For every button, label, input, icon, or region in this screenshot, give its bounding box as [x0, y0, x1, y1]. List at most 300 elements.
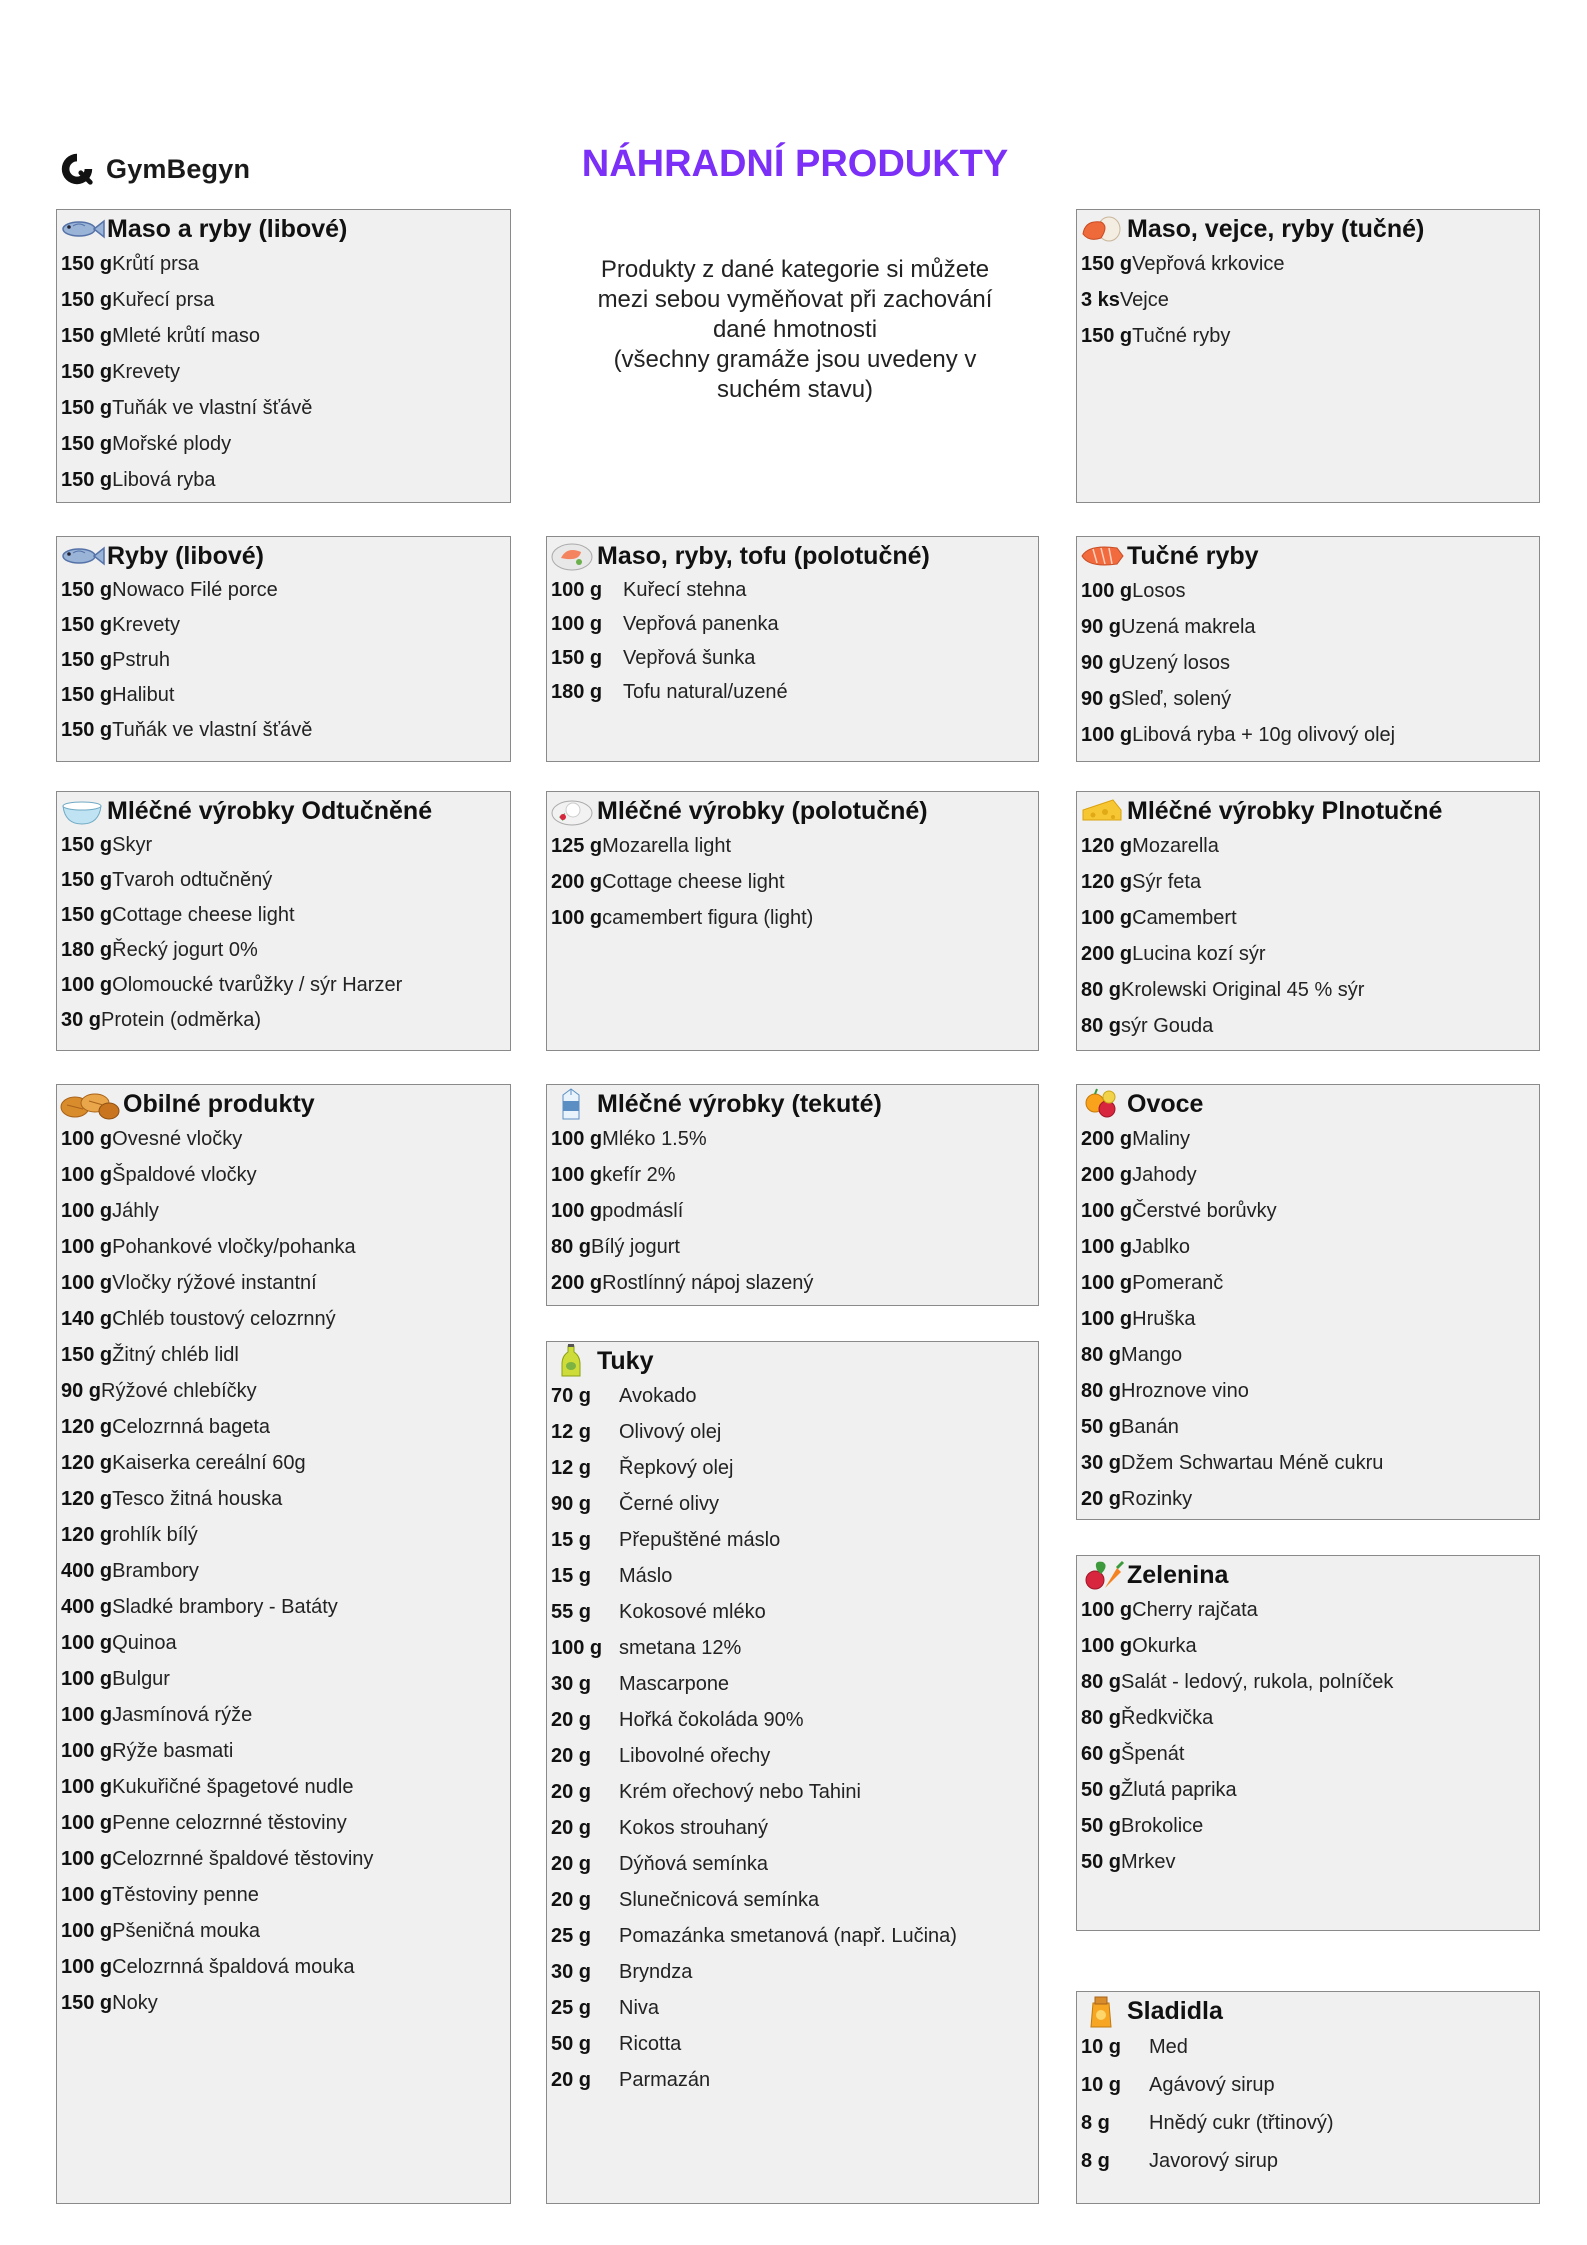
list-item: [61, 898, 510, 933]
item-name: Salát - ledový, rukola, polníček: [1121, 1670, 1394, 1693]
list-item: [61, 1949, 510, 1985]
item-name: Vepřová krkovice: [1132, 252, 1285, 275]
item-name: Mrkev: [1121, 1850, 1176, 1873]
item-quantity: 3 ks: [1081, 288, 1120, 311]
page-title: NÁHRADNÍ PRODUKTY: [581, 143, 1009, 185]
item-name: Rýže basmati: [112, 1739, 234, 1762]
item-quantity: 180 g: [61, 939, 113, 961]
list-item: [1081, 246, 1539, 282]
item-quantity: 100 g: [1081, 906, 1133, 929]
item-quantity: 8 g: [1081, 2149, 1110, 2172]
list-item: [551, 2062, 1038, 2098]
list-item: [61, 1769, 510, 1805]
item-name: Hruška: [1132, 1307, 1196, 1330]
item-name: Libová ryba: [112, 468, 216, 491]
list-item: [61, 1877, 510, 1913]
item-name: Vejce: [1119, 288, 1169, 311]
item-name: Krevety: [112, 360, 180, 383]
category-box-mlecne-vyrobky-polotucne: [546, 791, 1039, 1051]
item-name: Cottage cheese light: [112, 904, 295, 926]
item-name: Ředkvička: [1121, 1706, 1214, 1729]
list-item: [61, 1157, 510, 1193]
intro-line: (všechny gramáže jsou uvedeny v: [613, 346, 977, 373]
list-item: [61, 246, 510, 282]
item-quantity: 150 g: [61, 649, 113, 671]
vegetables-icon: [1077, 1558, 1127, 1592]
list-item: [61, 1265, 510, 1301]
bread-icon: [57, 1087, 123, 1121]
item-name: camembert figura (light): [602, 906, 814, 929]
item-list: [547, 828, 1038, 936]
category-header: [1077, 1087, 1539, 1121]
item-quantity: 150 g: [61, 614, 113, 636]
list-item: [1081, 1808, 1539, 1844]
item-quantity: 20 g: [551, 1780, 592, 1803]
item-quantity: 90 g: [551, 1492, 592, 1515]
item-name: Ricotta: [619, 2032, 682, 2055]
item-name: Olomoucké tvarůžky / sýr Harzer: [112, 974, 403, 996]
item-name: Penne celozrnné těstoviny: [112, 1811, 347, 1834]
list-item: [61, 863, 510, 898]
item-quantity: 80 g: [551, 1235, 592, 1258]
item-quantity: 150 g: [61, 324, 113, 347]
list-item: [61, 1003, 510, 1038]
list-item: [1081, 936, 1539, 972]
item-quantity: 20 g: [551, 1852, 592, 1875]
list-item: [1081, 1373, 1539, 1409]
list-item: [1081, 1481, 1539, 1517]
list-item: [551, 1265, 1038, 1301]
category-header: [547, 1087, 1038, 1121]
item-quantity: 15 g: [551, 1528, 592, 1551]
item-quantity: 20 g: [551, 1816, 592, 1839]
item-quantity: 150 g: [61, 396, 113, 419]
list-item: [1081, 1844, 1539, 1880]
list-item: [551, 1450, 1038, 1486]
category-title: Mléčné výrobky (tekuté): [597, 1089, 882, 1118]
item-name: Tesco žitná houska: [112, 1487, 283, 1510]
item-name: Bryndza: [619, 1960, 693, 1983]
category-box-tucne-ryby: [1076, 536, 1540, 762]
category-header: [1077, 1558, 1539, 1592]
list-item: [61, 1445, 510, 1481]
list-item: [1081, 1409, 1539, 1445]
item-name: Tuňák ve vlastní šťávě: [112, 719, 313, 741]
item-name: Tučné ryby: [1132, 324, 1231, 347]
list-item: [1081, 2142, 1539, 2180]
list-item: [61, 1193, 510, 1229]
item-name: Quinoa: [112, 1631, 177, 1654]
list-item: [1081, 573, 1539, 609]
category-header: [1077, 539, 1539, 573]
item-quantity: 100 g: [551, 1636, 603, 1659]
item-name: Parmazán: [619, 2068, 711, 2091]
cheese-icon: [1077, 794, 1127, 828]
item-name: Protein (odměrka): [101, 1009, 262, 1031]
list-item: [1081, 864, 1539, 900]
item-name: Vepřová šunka: [623, 646, 756, 669]
item-name: Mango: [1121, 1343, 1183, 1366]
item-name: Pomeranč: [1132, 1271, 1224, 1294]
category-box-maso-ryby-tofu-polotucne: [546, 536, 1039, 762]
item-quantity: 20 g: [551, 2068, 592, 2091]
category-box-mlecne-vyrobky-plnotucne: [1076, 791, 1540, 1051]
list-item: [1081, 2104, 1539, 2142]
item-quantity: 100 g: [61, 974, 113, 996]
list-item: [1081, 1193, 1539, 1229]
item-quantity: 10 g: [1081, 2035, 1122, 2058]
item-name: Avokado: [619, 1384, 697, 1407]
item-quantity: 100 g: [551, 1163, 603, 1186]
category-header: [57, 794, 510, 828]
list-item: [61, 390, 510, 426]
item-quantity: 150 g: [1081, 252, 1133, 275]
milk-icon: [547, 1087, 597, 1121]
item-quantity: 100 g: [61, 1811, 113, 1834]
list-item: [61, 678, 510, 713]
item-quantity: 8 g: [1081, 2111, 1110, 2134]
list-item: [551, 1229, 1038, 1265]
item-name: Cottage cheese light: [602, 870, 785, 893]
item-quantity: 100 g: [61, 1703, 113, 1726]
category-box-mlecne-vyrobky-tekute: [546, 1084, 1039, 1306]
list-item: [551, 1990, 1038, 2026]
list-item: [1081, 1265, 1539, 1301]
fish-icon: [57, 539, 107, 573]
item-quantity: 50 g: [1081, 1415, 1122, 1438]
list-item: [1081, 1772, 1539, 1808]
list-item: [1081, 1736, 1539, 1772]
item-name: kefír 2%: [602, 1163, 676, 1186]
list-item: [551, 1414, 1038, 1450]
category-header: [547, 1344, 1038, 1378]
item-list: [57, 828, 510, 1038]
item-quantity: 400 g: [61, 1595, 113, 1618]
item-name: Celozrnné špaldové těstoviny: [112, 1847, 374, 1870]
item-list: [1077, 828, 1539, 1044]
item-name: Krůtí prsa: [112, 252, 199, 275]
item-list: [547, 1378, 1038, 2098]
item-name: Pšeničná mouka: [112, 1919, 261, 1942]
list-item: [551, 1522, 1038, 1558]
item-quantity: 150 g: [61, 719, 113, 741]
category-title: Tučné ryby: [1127, 541, 1259, 570]
item-name: Med: [1149, 2035, 1188, 2058]
category-box-tuky: [546, 1341, 1039, 2204]
list-item: [551, 2026, 1038, 2062]
item-name: Mořské plody: [112, 432, 232, 455]
list-item: [61, 828, 510, 863]
item-name: Jahody: [1132, 1163, 1197, 1186]
item-quantity: 50 g: [551, 2032, 592, 2055]
list-item: [61, 1517, 510, 1553]
list-item: [1081, 1592, 1539, 1628]
item-quantity: 400 g: [61, 1559, 113, 1582]
item-quantity: 150 g: [61, 360, 113, 383]
item-name: Brokolice: [1121, 1814, 1204, 1837]
list-item: [551, 900, 1038, 936]
list-item: [61, 933, 510, 968]
item-quantity: 30 g: [551, 1672, 592, 1695]
list-item: [1081, 1700, 1539, 1736]
list-item: [61, 713, 510, 748]
item-name: Cherry rajčata: [1132, 1598, 1258, 1621]
item-quantity: 150 g: [61, 869, 113, 891]
item-quantity: 120 g: [1081, 834, 1133, 857]
item-name: Hnědý cukr (třtinový): [1149, 2111, 1334, 2134]
list-item: [61, 318, 510, 354]
item-quantity: 20 g: [551, 1888, 592, 1911]
list-item: [551, 607, 1038, 641]
category-title: Sladidla: [1127, 1996, 1223, 2025]
item-list: [57, 573, 510, 748]
item-quantity: 25 g: [551, 1924, 592, 1947]
category-box-mlecne-vyrobky-odtucnene: [56, 791, 511, 1051]
item-name: Maliny: [1132, 1127, 1190, 1150]
list-item: [61, 1301, 510, 1337]
item-quantity: 150 g: [61, 834, 113, 856]
item-name: Kaiserka cereální 60g: [112, 1451, 306, 1474]
item-name: Niva: [619, 1996, 660, 2019]
list-item: [61, 282, 510, 318]
category-header: [1077, 1994, 1539, 2028]
item-quantity: 150 g: [61, 432, 113, 455]
item-list: [1077, 1592, 1539, 1880]
item-quantity: 100 g: [551, 1199, 603, 1222]
item-quantity: 80 g: [1081, 1343, 1122, 1366]
item-quantity: 80 g: [1081, 1379, 1122, 1402]
item-quantity: 200 g: [551, 1271, 603, 1294]
item-quantity: 80 g: [1081, 1014, 1122, 1037]
item-name: Čerstvé borůvky: [1132, 1199, 1277, 1222]
list-item: [1081, 1121, 1539, 1157]
list-item: [1081, 1337, 1539, 1373]
item-name: Pohankové vločky/pohanka: [112, 1235, 356, 1258]
item-quantity: 70 g: [551, 1384, 592, 1407]
item-name: Mozarella light: [602, 834, 732, 857]
item-name: Kokosové mléko: [619, 1600, 766, 1623]
item-quantity: 200 g: [1081, 1127, 1133, 1150]
category-header: [57, 539, 510, 573]
item-quantity: 80 g: [1081, 1706, 1122, 1729]
item-list: [1077, 573, 1539, 753]
item-name: Camembert: [1132, 906, 1237, 929]
item-name: Těstoviny penne: [112, 1883, 259, 1906]
item-name: Libovolné ořechy: [619, 1744, 771, 1767]
item-quantity: 100 g: [1081, 723, 1133, 746]
item-list: [1077, 2028, 1539, 2180]
item-quantity: 200 g: [1081, 1163, 1133, 1186]
category-title: Maso, ryby, tofu (polotučné): [597, 541, 930, 570]
item-name: Bílý jogurt: [591, 1235, 680, 1258]
item-quantity: 100 g: [1081, 1598, 1133, 1621]
item-name: Olivový olej: [619, 1420, 722, 1443]
item-name: Jablko: [1132, 1235, 1190, 1258]
cheese-plate-icon: [547, 794, 597, 828]
item-quantity: 20 g: [551, 1708, 592, 1731]
list-item: [1081, 1628, 1539, 1664]
list-item: [1081, 1664, 1539, 1700]
list-item: [61, 1733, 510, 1769]
item-name: Jasmínová rýže: [112, 1703, 253, 1726]
list-item: [61, 1481, 510, 1517]
list-item: [1081, 2028, 1539, 2066]
item-name: Noky: [112, 1991, 158, 2014]
list-item: [61, 462, 510, 498]
item-list: [547, 1121, 1038, 1301]
category-header: [1077, 794, 1539, 828]
list-item: [551, 1846, 1038, 1882]
category-box-ryby-libove: [56, 536, 511, 762]
category-title: Ovoce: [1127, 1089, 1204, 1118]
item-name: Nowaco Filé porce: [112, 579, 278, 601]
item-quantity: 30 g: [551, 1960, 592, 1983]
item-quantity: 100 g: [1081, 1307, 1133, 1330]
item-quantity: 30 g: [61, 1009, 102, 1031]
list-item: [61, 426, 510, 462]
item-name: Uzený losos: [1121, 651, 1230, 674]
item-quantity: 20 g: [551, 1744, 592, 1767]
item-name: Rýžové chlebíčky: [101, 1379, 257, 1402]
item-quantity: 100 g: [1081, 1634, 1133, 1657]
salmon-icon: [1077, 539, 1127, 573]
list-item: [61, 1589, 510, 1625]
list-item: [551, 1594, 1038, 1630]
item-name: Okurka: [1132, 1634, 1197, 1657]
item-name: Mascarpone: [619, 1672, 730, 1695]
item-name: Černé olivy: [619, 1492, 720, 1515]
oil-bottle-icon: [547, 1344, 597, 1378]
list-item: [61, 1121, 510, 1157]
item-name: Hroznove vino: [1121, 1379, 1249, 1402]
category-box-maso-vejce-ryby-tucne: [1076, 209, 1540, 503]
list-item: [1081, 1229, 1539, 1265]
item-name: Krevety: [112, 614, 180, 636]
item-quantity: 100 g: [61, 1631, 113, 1654]
item-quantity: 150 g: [551, 646, 603, 669]
list-item: [1081, 900, 1539, 936]
item-quantity: 120 g: [61, 1451, 113, 1474]
item-quantity: 100 g: [61, 1775, 113, 1798]
item-quantity: 25 g: [551, 1996, 592, 2019]
list-item: [551, 1486, 1038, 1522]
brand-name: GymBegyn: [106, 153, 251, 184]
item-name: Pomazánka smetanová (např. Lučina): [619, 1924, 957, 1947]
item-name: Mleté krůtí maso: [112, 324, 260, 347]
item-list: [547, 573, 1038, 709]
item-name: Žlutá paprika: [1121, 1778, 1237, 1801]
item-quantity: 100 g: [61, 1199, 113, 1222]
item-quantity: 100 g: [61, 1739, 113, 1762]
item-quantity: 100 g: [1081, 1199, 1133, 1222]
item-name: Rozinky: [1121, 1487, 1193, 1510]
item-name: smetana 12%: [619, 1636, 742, 1659]
item-name: Krém ořechový nebo Tahini: [619, 1780, 861, 1803]
list-item: [551, 828, 1038, 864]
item-name: Kuřecí prsa: [112, 288, 215, 311]
item-quantity: 100 g: [61, 1847, 113, 1870]
list-item: [61, 1337, 510, 1373]
list-item: [551, 1702, 1038, 1738]
item-name: Mléko 1.5%: [602, 1127, 707, 1150]
item-name: Sýr feta: [1132, 870, 1202, 893]
item-quantity: 120 g: [1081, 870, 1133, 893]
list-item: [1081, 972, 1539, 1008]
category-box-sladidla: [1076, 1991, 1540, 2204]
list-item: [61, 1373, 510, 1409]
item-name: Špenát: [1121, 1742, 1185, 1765]
item-quantity: 100 g: [1081, 579, 1133, 602]
item-quantity: 90 g: [1081, 615, 1122, 638]
list-item: [61, 1805, 510, 1841]
bowl-icon: [57, 794, 107, 828]
item-name: Mozarella: [1132, 834, 1219, 857]
item-quantity: 150 g: [61, 579, 113, 601]
list-item: [1081, 1157, 1539, 1193]
honey-icon: [1077, 1994, 1127, 2028]
item-quantity: 12 g: [551, 1456, 592, 1479]
item-name: Slunečnicová semínka: [619, 1888, 820, 1911]
item-quantity: 120 g: [61, 1415, 113, 1438]
category-box-obilne-produkty: [56, 1084, 511, 2204]
item-name: Dýňová semínka: [619, 1852, 768, 1875]
intro-text: [555, 255, 1035, 405]
category-box-zelenina: [1076, 1555, 1540, 1931]
item-name: podmáslí: [602, 1199, 684, 1222]
category-title: Zelenina: [1127, 1560, 1229, 1589]
item-quantity: 100 g: [61, 1235, 113, 1258]
item-quantity: 90 g: [1081, 687, 1122, 710]
list-item: [551, 1882, 1038, 1918]
item-name: Rostlínný nápoj slazený: [602, 1271, 814, 1294]
category-box-maso-a-ryby-libove: [56, 209, 511, 503]
intro-line: Produkty z dané kategorie si můžete: [600, 256, 990, 283]
item-quantity: 100 g: [1081, 1235, 1133, 1258]
item-quantity: 10 g: [1081, 2073, 1122, 2096]
list-item: [1081, 2066, 1539, 2104]
item-quantity: 100 g: [61, 1919, 113, 1942]
item-list: [57, 1121, 510, 2021]
intro-line: dané hmotnosti: [712, 316, 878, 343]
category-title: Ryby (libové): [107, 541, 264, 570]
list-item: [61, 573, 510, 608]
list-item: [61, 1625, 510, 1661]
fish-icon: [57, 212, 107, 246]
item-quantity: 100 g: [61, 1955, 113, 1978]
fruit-icon: [1077, 1087, 1127, 1121]
item-quantity: 100 g: [551, 906, 603, 929]
item-name: Lucina kozí sýr: [1132, 942, 1266, 965]
list-item: [551, 1630, 1038, 1666]
item-name: sýr Gouda: [1121, 1014, 1214, 1037]
item-quantity: 180 g: [551, 680, 603, 703]
list-item: [61, 643, 510, 678]
item-quantity: 200 g: [1081, 942, 1133, 965]
item-name: Losos: [1132, 579, 1186, 602]
list-item: [551, 1121, 1038, 1157]
item-name: Pstruh: [112, 649, 170, 671]
category-header: [57, 212, 510, 246]
item-quantity: 15 g: [551, 1564, 592, 1587]
category-header: [547, 794, 1038, 828]
list-item: [61, 1841, 510, 1877]
list-item: [1081, 828, 1539, 864]
item-name: Kokos strouhaný: [619, 1816, 768, 1839]
item-name: Kuřecí stehna: [623, 578, 747, 601]
category-title: Tuky: [597, 1346, 654, 1375]
item-list: [57, 246, 510, 498]
item-quantity: 100 g: [551, 1127, 603, 1150]
